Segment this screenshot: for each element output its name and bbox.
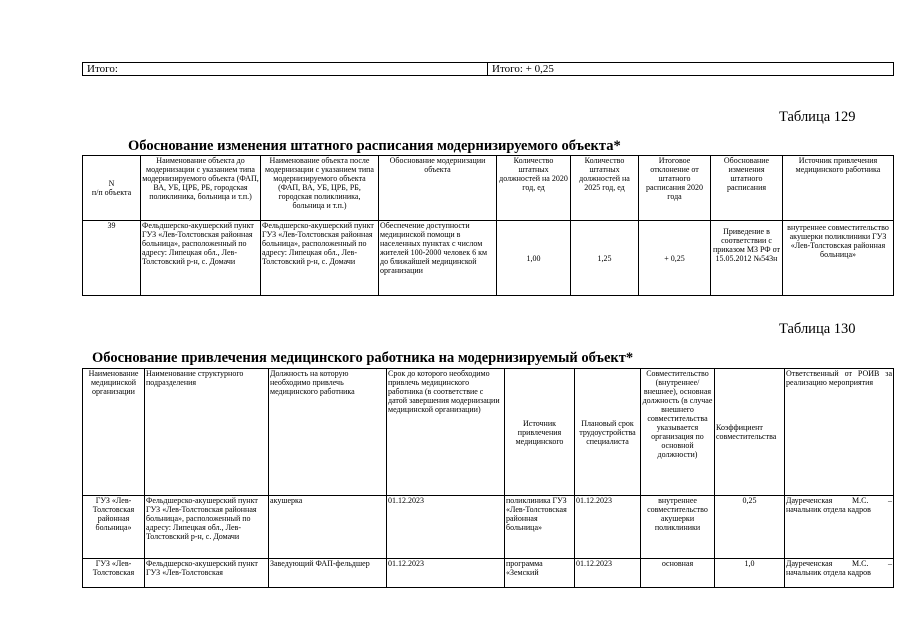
t130-r1-source: поликлиника ГУЗ «Лев-Толстовская районная больница»: [505, 496, 575, 559]
t129-c-num: 39: [83, 221, 141, 296]
table-row: [83, 559, 894, 588]
t130-r1-coef: 0,25: [715, 496, 785, 559]
t130-r1-responsible: Дауреченская М.С. – начальник отдела кадров: [785, 496, 894, 559]
t130-r2-coef: 1,0: [715, 559, 785, 588]
table-130-title: Обоснование привлечения медицинского работника на модернизируемый объект*: [92, 350, 634, 366]
t130-r2-responsible: Дауреченская М.С. – начальник отдела кадров: [785, 559, 894, 588]
table-129-caption: Таблица 129: [779, 109, 856, 125]
t129-c-deviation: + 0,25: [639, 221, 711, 296]
t130-r1-position: акушерка: [269, 496, 387, 559]
table-130: [82, 368, 894, 588]
t130-h-position: Должность на которую необходимо привлечь медицинского работника: [269, 369, 387, 496]
t129-c-2020: 1,00: [497, 221, 571, 296]
table-129: [82, 155, 894, 296]
t130-r1-plan: 01.12.2023: [575, 496, 641, 559]
t130-r2-unit: Фельдшерско-акушерский пункт ГУЗ «Лев-Толстовская: [145, 559, 269, 588]
t129-h-after: Наименование объекта после модернизации с указанием типа модернизируемого объекта (ФАП, ВА, УБ, ЦРБ, РБ, городская поликлиника, больница и т.п.): [261, 156, 379, 221]
table-129-title: Обоснование изменения штатного расписания модернизируемого объекта*: [128, 138, 621, 154]
t129-h-reason: Обоснование модернизации объекта: [379, 156, 497, 221]
table-129-header: [83, 156, 894, 221]
t129-h-source: Источник привлечения медицинского работника: [783, 156, 894, 221]
table-row: [83, 221, 894, 296]
t130-r1-combo: внутреннее совместительство акушерки поликлиники: [641, 496, 715, 559]
t129-h-justification: Обоснование изменения штатного расписания: [711, 156, 783, 221]
t130-h-combo: Совместительство (внутреннее/внешнее), основная должность (в случае внешнего совместительства указывается организация по основной должности): [641, 369, 715, 496]
t130-r2-source: программа «Земский: [505, 559, 575, 588]
t129-c-after: Фельдшерско-акушерский пункт ГУЗ «Лев-Толстовская районная больница», расположенный по адресу: Липецкая обл., Лев-Толстовский р-н, с. Домачи: [261, 221, 379, 296]
t129-c-source: внутреннее совместительство акушерки поликлиники ГУЗ «Лев-Толстовская районная больница»: [783, 221, 894, 296]
table-130-header: [83, 369, 894, 496]
t130-h-plan: Плановый срок трудоустройства специалиста: [575, 369, 641, 496]
t129-h-2025: Количество штатных должностей на 2025 год, ед: [571, 156, 639, 221]
table-row: [83, 496, 894, 559]
itogo-row: [83, 63, 894, 76]
t130-h-source: Источник привлечения медицинского: [505, 369, 575, 496]
t130-h-unit: Наименование структурного подразделения: [145, 369, 269, 496]
t129-h-before: Наименование объекта до модернизации с указанием типа модернизируемого объекта (ФАП, ВА, УБ, ЦРБ, РБ, городская поликлиника, больница и т.п.): [141, 156, 261, 221]
t129-c-reason: Обеспечение доступности медицинской помощи в населенных пунктах с числом жителей 100-2000 человек 6 км до ближайшей медицинской организации: [379, 221, 497, 296]
t129-h-deviation: Итоговое отклонение от штатного расписания 2020 года: [639, 156, 711, 221]
t129-c-justification: Приведение в соответствии с приказом МЗ РФ от 15.05.2012 №543н: [711, 221, 783, 296]
table-130-caption: Таблица 130: [779, 321, 856, 337]
itogo-right: Итого: + 0,25: [488, 63, 894, 76]
t130-r1-unit: Фельдшерско-акушерский пункт ГУЗ «Лев-Толстовская районная больница», расположенный по адресу: Липецкая обл., Лев-Толстовский р-н, с. Домачи: [145, 496, 269, 559]
t130-h-org: Наименование медицинской организации: [83, 369, 145, 496]
t129-c-before: Фельдшерско-акушерский пункт ГУЗ «Лев-Толстовская районная больница», расположенный по адресу: Липецкая обл., Лев-Толстовский р-н, с. Домачи: [141, 221, 261, 296]
t129-c-2025: 1,25: [571, 221, 639, 296]
t130-r2-plan: 01.12.2023: [575, 559, 641, 588]
t130-r2-combo: основная: [641, 559, 715, 588]
t130-r1-deadline: 01.12.2023: [387, 496, 505, 559]
t129-h-2020: Количество штатных должностей на 2020 год, ед: [497, 156, 571, 221]
t130-h-deadline: Срок до которого необходимо привлечь медицинского работника (в соответствие с датой завершения модернизации медицинской организации): [387, 369, 505, 496]
t130-h-responsible: Ответственный от РОИВ за реализацию мероприятия: [785, 369, 894, 496]
itogo-table: [82, 62, 894, 76]
t130-r1-org: ГУЗ «Лев-Толстовская районная больница»: [83, 496, 145, 559]
t130-r2-position: Заведующий ФАП-фельдшер: [269, 559, 387, 588]
t130-h-coef: Коэффициент совместительства: [715, 369, 785, 496]
t129-h-num: N п/п объекта: [83, 156, 141, 221]
t130-r2-org: ГУЗ «Лев-Толстовская: [83, 559, 145, 588]
itogo-left: Итого:: [83, 63, 488, 76]
t130-r2-deadline: 01.12.2023: [387, 559, 505, 588]
